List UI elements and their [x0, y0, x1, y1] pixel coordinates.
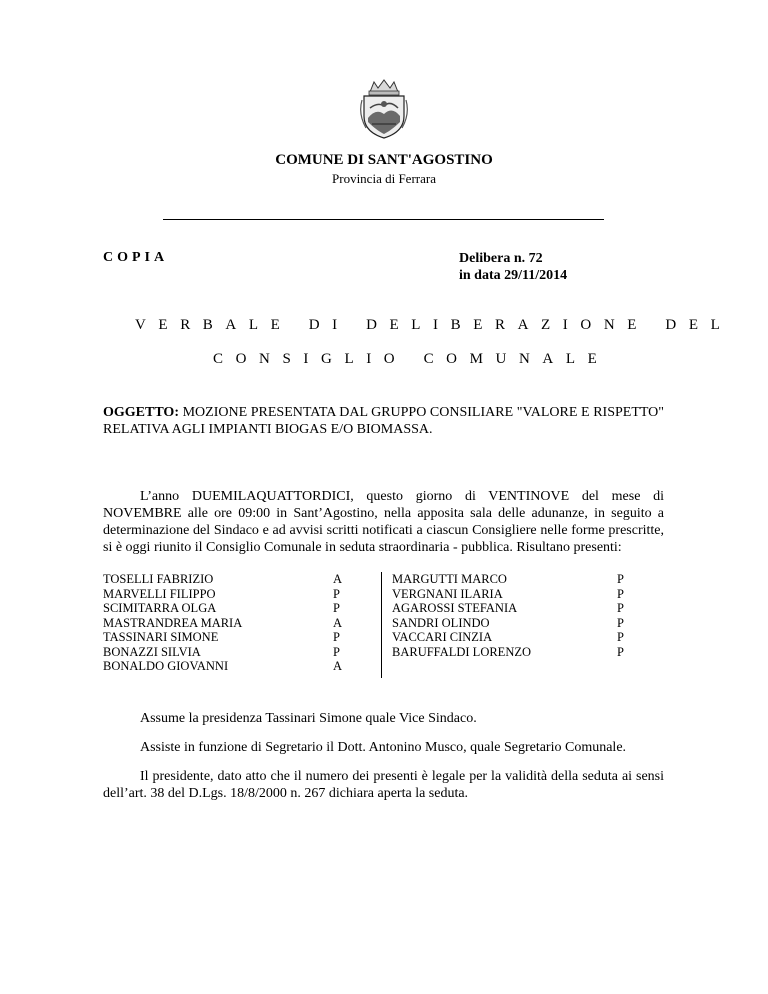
delibera-date: in data 29/11/2014 — [459, 268, 568, 283]
intro-paragraph: L’anno DUEMILAQUATTORDICI, questo giorno di VENTINOVE del mese di NOVEMBRE alle ore 09:00 in Sant’Agostino, nella apposita sala delle adunanze, in seguito a determinazione del Sindaco e ad avvisi scritti notificati a ciascun Consigliere nelle forme prescritte, si è oggi riunito il Consiglio Comunale in seduta straordinaria - pubblica. Risultano presenti: — [103, 489, 664, 555]
presidency-paragraph: Assume la presidenza Tassinari Simone quale Vice Sindaco. — [140, 711, 477, 726]
councillor-name: TOSELLI FABRIZIO — [103, 572, 214, 586]
attendance-status: P — [617, 644, 624, 659]
attendance-row — [103, 616, 353, 631]
attendance-row — [392, 572, 637, 587]
delibera-number: Delibera n. 72 — [459, 251, 543, 266]
attendance-status: P — [617, 630, 624, 644]
councillor-name: SCIMITARRA OLGA — [103, 601, 217, 615]
attendance-status: P — [617, 601, 624, 615]
attendance-status: A — [333, 615, 343, 630]
attendance-row — [392, 645, 637, 660]
attendance-status: P — [617, 572, 624, 586]
coat-of-arms-icon — [356, 78, 412, 140]
councillor-name: MARVELLI FILIPPO — [103, 586, 216, 601]
councillor-name: BONALDO GIOVANNI — [103, 659, 229, 673]
councillor-name: BONAZZI SILVIA — [103, 644, 201, 659]
attendance-row — [103, 572, 353, 587]
councillor-name: MASTRANDREA MARIA — [103, 615, 243, 630]
attendance-row — [103, 587, 353, 602]
attendance-divider — [381, 572, 382, 678]
councillor-name: SANDRI OLINDO — [392, 615, 490, 630]
province-name: Provincia di Ferrara — [332, 171, 436, 186]
subject-label: OGGETTO: — [103, 405, 179, 420]
header-divider — [163, 219, 604, 220]
attendance-list-right — [392, 572, 637, 659]
attendance-row — [392, 616, 637, 631]
attendance-row — [392, 587, 637, 602]
opening-paragraph: Il presidente, dato atto che il numero dei presenti è legale per la validità della seduta ai sensi dell’art. 38 del D.Lgs. 18/8/2000 n. 267 dichiara aperta la seduta. — [103, 769, 664, 801]
attendance-row — [392, 630, 637, 645]
attendance-list-left — [103, 572, 353, 674]
attendance-status: P — [617, 615, 624, 630]
attendance-status: P — [333, 630, 340, 644]
attendance-row — [392, 601, 637, 616]
doc-title-line2: CONSIGLIO COMUNALE — [213, 351, 610, 367]
attendance-row — [103, 645, 353, 660]
councillor-name: BARUFFALDI LORENZO — [392, 644, 532, 659]
copy-label: COPIA — [103, 250, 169, 265]
attendance-status: A — [333, 572, 343, 586]
attendance-status: P — [617, 586, 624, 601]
attendance-row — [103, 659, 353, 674]
org-name: COMUNE DI SANT'AGOSTINO — [275, 152, 493, 168]
councillor-name: MARGUTTI MARCO — [392, 572, 507, 586]
attendance-row — [103, 630, 353, 645]
doc-title-line1: VERBALE DI DELIBERAZIONE DEL — [135, 317, 733, 333]
councillor-name: TASSINARI SIMONE — [103, 630, 219, 644]
councillor-name: AGAROSSI STEFANIA — [392, 601, 518, 615]
attendance-status: P — [333, 601, 340, 615]
subject-text: MOZIONE PRESENTATA DAL GRUPPO CONSILIARE "VALORE E RISPETTO" RELATIVA AGLI IMPIANTI BIOGAS E/O BIOMASSA. — [103, 405, 664, 437]
councillor-name: VACCARI CINZIA — [392, 630, 493, 644]
attendance-status: A — [333, 659, 343, 673]
attendance-row — [103, 601, 353, 616]
attendance-status: P — [333, 586, 340, 601]
secretary-paragraph: Assiste in funzione di Segretario il Dott. Antonino Musco, quale Segretario Comunale. — [140, 740, 627, 755]
councillor-name: VERGNANI ILARIA — [392, 586, 503, 601]
delibera-info — [459, 250, 567, 284]
attendance-status: P — [333, 644, 340, 659]
subject-paragraph — [103, 404, 664, 438]
